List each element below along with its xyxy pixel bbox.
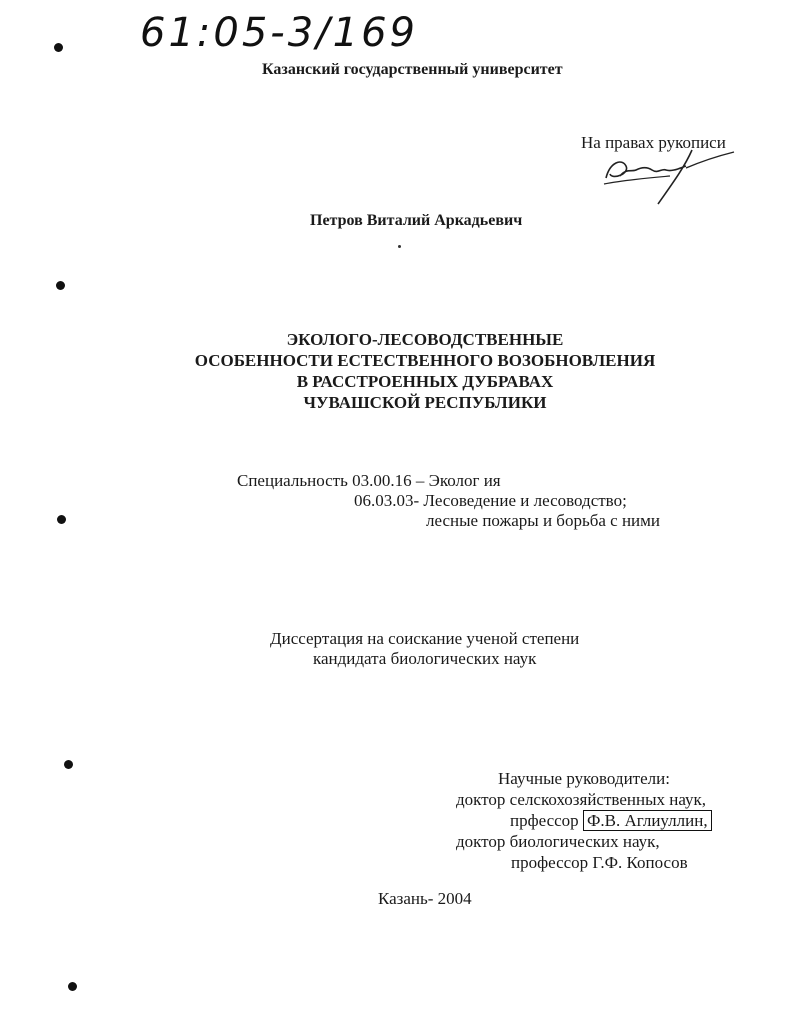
punch-hole-dot <box>64 760 73 769</box>
punch-hole-dot <box>56 281 65 290</box>
supervisors-heading: Научные руководители: <box>498 769 670 788</box>
punch-hole-dot <box>57 515 66 524</box>
dissertation-line-1: Диссертация на соискание ученой степени <box>270 629 580 648</box>
author-name: Петров Виталий Аркадьевич <box>310 212 523 229</box>
title-line-4: ЧУВАШСКОЙ РЕСПУБЛИКИ <box>303 393 547 412</box>
manuscript-rights: На правах рукописи <box>581 133 726 152</box>
title-line-2: ОСОБЕННОСТИ ЕСТЕСТВЕННОГО ВОЗОБНОВЛЕНИЯ <box>194 351 656 370</box>
supervisor-1-name: Ф.В. Аглиуллин, <box>583 810 712 831</box>
specialty-line-1: Специальность 03.00.16 – Эколог ия <box>237 471 501 490</box>
title-line-3: В РАССТРОЕННЫХ ДУБРАВАХ <box>296 372 554 391</box>
specialty-line-2: 06.03.03- Лесоведение и лесоводство; <box>354 491 627 510</box>
stray-dot <box>398 245 401 248</box>
supervisor-1-title: прфессор <box>510 811 579 830</box>
supervisor-2-name: профессор Г.Ф. Копосов <box>511 853 688 872</box>
archive-number: 61:05-3/169 <box>140 10 418 56</box>
place-year: Казань- 2004 <box>378 889 472 908</box>
signature <box>600 148 740 210</box>
punch-hole-dot <box>54 43 63 52</box>
punch-hole-dot <box>68 982 77 991</box>
university-name: Казанский государственный университет <box>262 61 563 78</box>
title-line-1: ЭКОЛОГО-ЛЕСОВОДСТВЕННЫЕ <box>286 330 564 349</box>
supervisor-2-degree: доктор биологических наук, <box>456 832 660 851</box>
dissertation-line-2: кандидата биологических наук <box>313 649 537 668</box>
supervisor-1-name-line <box>510 810 712 831</box>
specialty-line-3: лесные пожары и борьба с ними <box>426 511 660 530</box>
supervisor-1-degree: доктор селскохозяйственных наук, <box>456 790 707 809</box>
